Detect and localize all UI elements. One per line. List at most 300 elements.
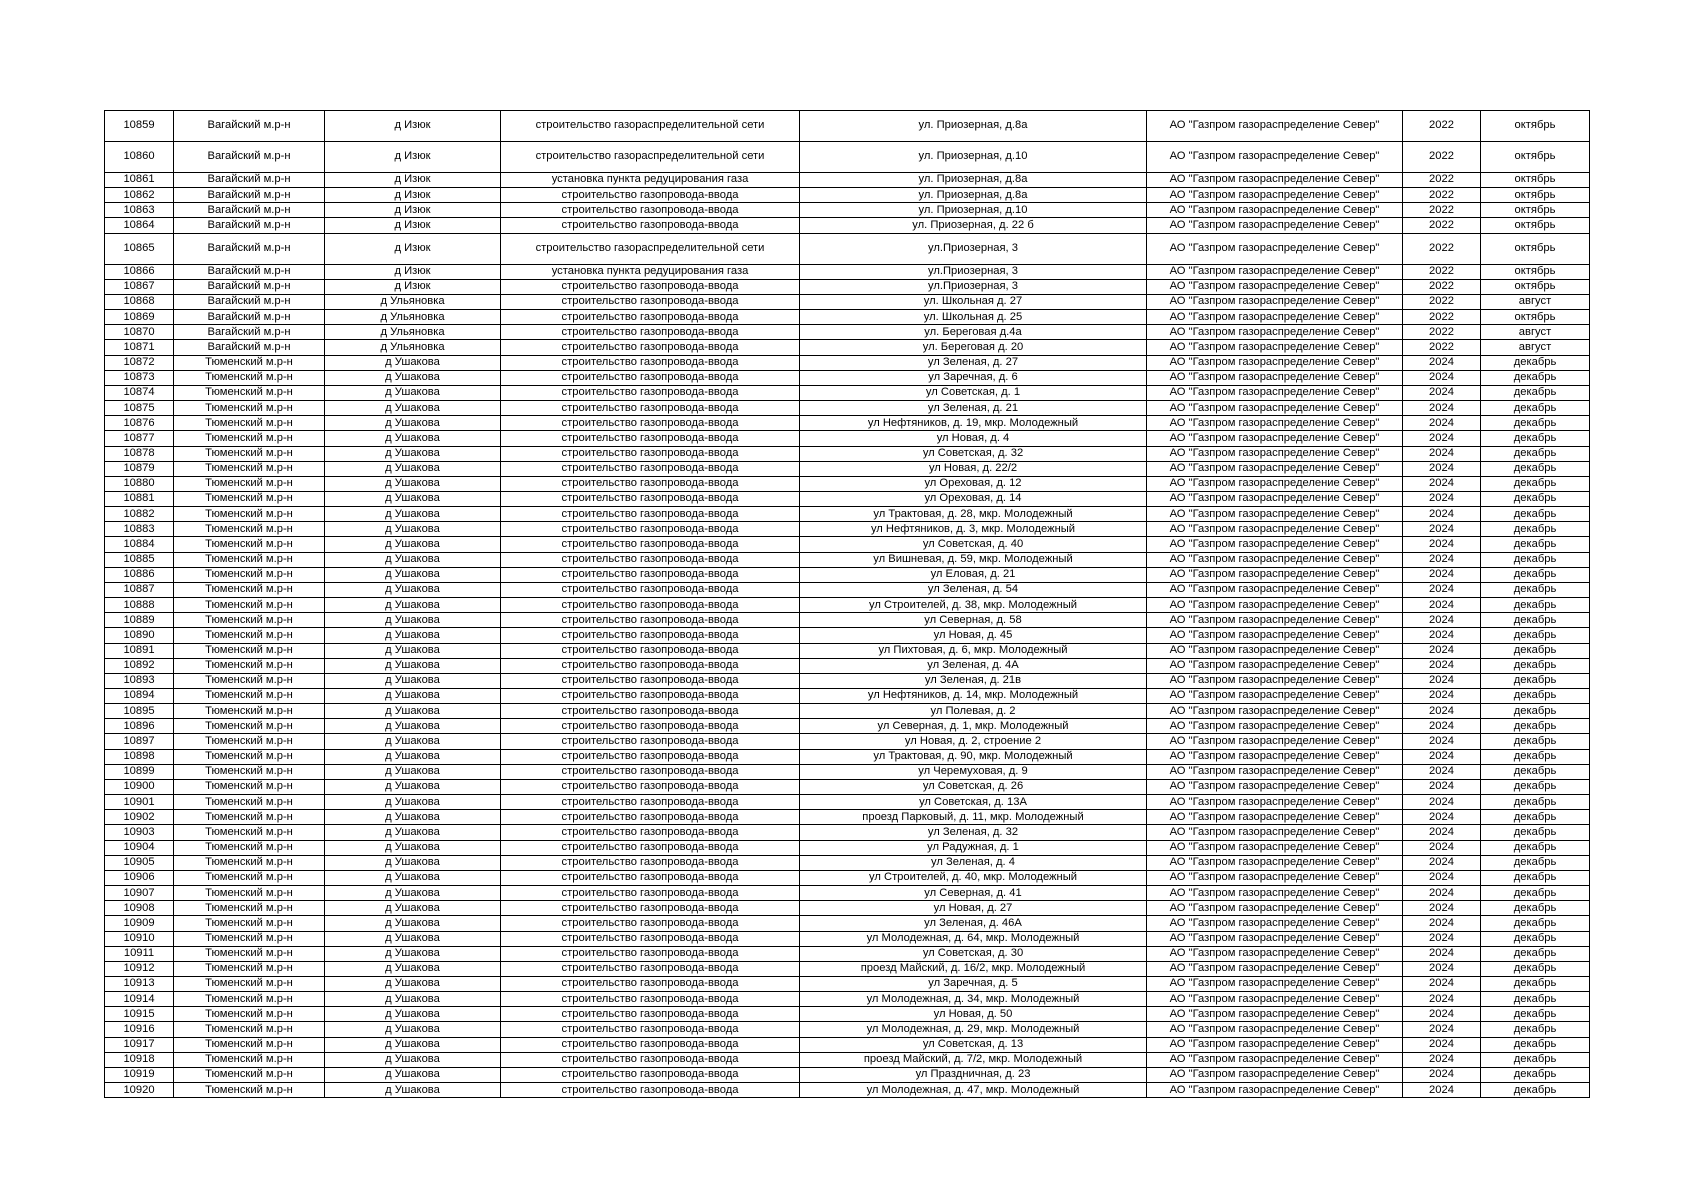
cell-organization: АО "Газпром газораспределение Север" — [1147, 188, 1403, 203]
cell-work-type: строительство газопровода-ввода — [501, 294, 800, 309]
cell-locality: д Ушакова — [325, 1037, 501, 1052]
cell-district: Тюменский м.р-н — [174, 416, 325, 431]
cell-year: 2024 — [1403, 1037, 1481, 1052]
cell-organization: АО "Газпром газораспределение Север" — [1147, 779, 1403, 794]
cell-month: октябрь — [1481, 142, 1590, 173]
cell-month: декабрь — [1481, 552, 1590, 567]
cell-month: декабрь — [1481, 704, 1590, 719]
cell-year: 2024 — [1403, 401, 1481, 416]
table-row — [105, 992, 1590, 1007]
table-row — [105, 643, 1590, 658]
cell-year: 2024 — [1403, 491, 1481, 506]
cell-address: ул Зеленая, д. 21 — [800, 401, 1147, 416]
cell-address: ул.Приозерная, 3 — [800, 264, 1147, 279]
cell-month: октябрь — [1481, 188, 1590, 203]
cell-district: Вагайский м.р-н — [174, 279, 325, 294]
cell-id: 10863 — [105, 203, 174, 218]
cell-work-type: строительство газопровода-ввода — [501, 1052, 800, 1067]
table-row — [105, 111, 1590, 142]
cell-address: ул Строителей, д. 38, мкр. Молодежный — [800, 598, 1147, 613]
cell-organization: АО "Газпром газораспределение Север" — [1147, 946, 1403, 961]
cell-work-type: строительство газопровода-ввода — [501, 946, 800, 961]
cell-year: 2024 — [1403, 779, 1481, 794]
table-row — [105, 779, 1590, 794]
cell-month: декабрь — [1481, 1007, 1590, 1022]
table-row — [105, 294, 1590, 309]
cell-address: ул.Приозерная, 3 — [800, 233, 1147, 264]
cell-id: 10875 — [105, 401, 174, 416]
cell-locality: д Ушакова — [325, 507, 501, 522]
cell-locality: д Ульяновка — [325, 340, 501, 355]
cell-id: 10896 — [105, 719, 174, 734]
cell-year: 2024 — [1403, 734, 1481, 749]
cell-organization: АО "Газпром газораспределение Север" — [1147, 689, 1403, 704]
table-row — [105, 658, 1590, 673]
cell-work-type: строительство газопровода-ввода — [501, 825, 800, 840]
cell-id: 10904 — [105, 840, 174, 855]
cell-id: 10905 — [105, 855, 174, 870]
cell-locality: д Ушакова — [325, 901, 501, 916]
cell-id: 10876 — [105, 416, 174, 431]
cell-year: 2022 — [1403, 340, 1481, 355]
cell-year: 2024 — [1403, 1067, 1481, 1082]
cell-id: 10894 — [105, 689, 174, 704]
cell-address: ул Северная, д. 1, мкр. Молодежный — [800, 719, 1147, 734]
cell-year: 2024 — [1403, 840, 1481, 855]
cell-address: ул. Береговая д.4а — [800, 325, 1147, 340]
cell-month: декабрь — [1481, 522, 1590, 537]
table-row — [105, 188, 1590, 203]
cell-district: Тюменский м.р-н — [174, 901, 325, 916]
cell-month: декабрь — [1481, 643, 1590, 658]
cell-organization: АО "Газпром газораспределение Север" — [1147, 613, 1403, 628]
table-row — [105, 749, 1590, 764]
cell-district: Тюменский м.р-н — [174, 779, 325, 794]
cell-month: декабрь — [1481, 976, 1590, 991]
cell-month: декабрь — [1481, 916, 1590, 931]
cell-address: ул. Приозерная, д. 22 б — [800, 218, 1147, 233]
cell-district: Тюменский м.р-н — [174, 658, 325, 673]
cell-year: 2024 — [1403, 613, 1481, 628]
cell-locality: д Ушакова — [325, 431, 501, 446]
cell-work-type: строительство газопровода-ввода — [501, 810, 800, 825]
cell-id: 10874 — [105, 385, 174, 400]
table-row — [105, 401, 1590, 416]
cell-work-type: строительство газопровода-ввода — [501, 203, 800, 218]
cell-locality: д Ушакова — [325, 613, 501, 628]
cell-address: ул Зеленая, д. 54 — [800, 582, 1147, 597]
cell-month: декабрь — [1481, 886, 1590, 901]
cell-organization: АО "Газпром газораспределение Север" — [1147, 1067, 1403, 1082]
cell-address: ул. Приозерная, д.8а — [800, 111, 1147, 142]
cell-month: декабрь — [1481, 567, 1590, 582]
cell-work-type: строительство газопровода-ввода — [501, 704, 800, 719]
cell-locality: д Изюк — [325, 218, 501, 233]
cell-organization: АО "Газпром газораспределение Север" — [1147, 976, 1403, 991]
cell-year: 2024 — [1403, 764, 1481, 779]
cell-locality: д Ушакова — [325, 1007, 501, 1022]
cell-locality: д Ушакова — [325, 734, 501, 749]
table-row — [105, 310, 1590, 325]
table-row — [105, 567, 1590, 582]
cell-district: Вагайский м.р-н — [174, 203, 325, 218]
cell-work-type: строительство газопровода-ввода — [501, 976, 800, 991]
cell-month: декабрь — [1481, 931, 1590, 946]
cell-organization: АО "Газпром газораспределение Север" — [1147, 855, 1403, 870]
cell-id: 10903 — [105, 825, 174, 840]
cell-id: 10881 — [105, 491, 174, 506]
cell-district: Тюменский м.р-н — [174, 992, 325, 1007]
cell-work-type: строительство газопровода-ввода — [501, 901, 800, 916]
cell-district: Тюменский м.р-н — [174, 734, 325, 749]
cell-month: октябрь — [1481, 310, 1590, 325]
cell-year: 2024 — [1403, 719, 1481, 734]
cell-locality: д Ушакова — [325, 886, 501, 901]
table-row — [105, 522, 1590, 537]
table-row — [105, 1022, 1590, 1037]
table-row — [105, 1007, 1590, 1022]
cell-year: 2024 — [1403, 446, 1481, 461]
cell-district: Тюменский м.р-н — [174, 522, 325, 537]
cell-month: декабрь — [1481, 613, 1590, 628]
cell-organization: АО "Газпром газораспределение Север" — [1147, 294, 1403, 309]
cell-year: 2024 — [1403, 886, 1481, 901]
cell-month: декабрь — [1481, 507, 1590, 522]
cell-organization: АО "Газпром газораспределение Север" — [1147, 916, 1403, 931]
cell-address: проезд Майский, д. 7/2, мкр. Молодежный — [800, 1052, 1147, 1067]
cell-district: Тюменский м.р-н — [174, 537, 325, 552]
cell-year: 2024 — [1403, 431, 1481, 446]
cell-district: Тюменский м.р-н — [174, 1067, 325, 1082]
cell-district: Тюменский м.р-н — [174, 385, 325, 400]
cell-district: Тюменский м.р-н — [174, 825, 325, 840]
cell-district: Тюменский м.р-н — [174, 810, 325, 825]
cell-organization: АО "Газпром газораспределение Север" — [1147, 673, 1403, 688]
cell-year: 2024 — [1403, 1083, 1481, 1098]
cell-id: 10900 — [105, 779, 174, 794]
cell-organization: АО "Газпром газораспределение Север" — [1147, 1007, 1403, 1022]
cell-district: Тюменский м.р-н — [174, 961, 325, 976]
cell-address: ул Зеленая, д. 4 — [800, 855, 1147, 870]
table-row — [105, 340, 1590, 355]
table-row — [105, 1052, 1590, 1067]
cell-id: 10886 — [105, 567, 174, 582]
cell-district: Тюменский м.р-н — [174, 916, 325, 931]
cell-address: ул. Приозерная, д.10 — [800, 142, 1147, 173]
cell-year: 2024 — [1403, 810, 1481, 825]
cell-address: ул Черемуховая, д. 9 — [800, 764, 1147, 779]
cell-id: 10866 — [105, 264, 174, 279]
cell-locality: д Ульяновка — [325, 325, 501, 340]
cell-district: Тюменский м.р-н — [174, 1083, 325, 1098]
gasification-schedule-table — [104, 110, 1590, 1098]
cell-district: Тюменский м.р-н — [174, 355, 325, 370]
cell-district: Тюменский м.р-н — [174, 1052, 325, 1067]
cell-year: 2024 — [1403, 476, 1481, 491]
cell-district: Вагайский м.р-н — [174, 310, 325, 325]
cell-year: 2024 — [1403, 522, 1481, 537]
cell-work-type: строительство газопровода-ввода — [501, 567, 800, 582]
cell-id: 10869 — [105, 310, 174, 325]
table-row — [105, 628, 1590, 643]
cell-district: Тюменский м.р-н — [174, 370, 325, 385]
cell-month: декабрь — [1481, 734, 1590, 749]
cell-year: 2024 — [1403, 355, 1481, 370]
cell-year: 2022 — [1403, 173, 1481, 188]
cell-work-type: строительство газопровода-ввода — [501, 870, 800, 885]
table-row — [105, 491, 1590, 506]
cell-locality: д Ушакова — [325, 491, 501, 506]
cell-address: ул Трактовая, д. 90, мкр. Молодежный — [800, 749, 1147, 764]
cell-work-type: строительство газопровода-ввода — [501, 840, 800, 855]
cell-address: ул Новая, д. 50 — [800, 1007, 1147, 1022]
table-row — [105, 582, 1590, 597]
cell-id: 10870 — [105, 325, 174, 340]
table-row — [105, 431, 1590, 446]
cell-month: октябрь — [1481, 203, 1590, 218]
cell-locality: д Ушакова — [325, 795, 501, 810]
cell-organization: АО "Газпром газораспределение Север" — [1147, 537, 1403, 552]
table-row — [105, 446, 1590, 461]
cell-id: 10897 — [105, 734, 174, 749]
cell-district: Тюменский м.р-н — [174, 476, 325, 491]
cell-month: декабрь — [1481, 764, 1590, 779]
cell-address: ул Праздничная, д. 23 — [800, 1067, 1147, 1082]
cell-locality: д Изюк — [325, 233, 501, 264]
cell-organization: АО "Газпром газораспределение Север" — [1147, 476, 1403, 491]
cell-address: ул Новая, д. 4 — [800, 431, 1147, 446]
cell-month: декабрь — [1481, 461, 1590, 476]
cell-work-type: строительство газопровода-ввода — [501, 446, 800, 461]
table-row — [105, 840, 1590, 855]
cell-address: ул Новая, д. 22/2 — [800, 461, 1147, 476]
cell-district: Тюменский м.р-н — [174, 946, 325, 961]
cell-address: ул Советская, д. 26 — [800, 779, 1147, 794]
cell-district: Тюменский м.р-н — [174, 491, 325, 506]
cell-locality: д Ушакова — [325, 916, 501, 931]
cell-id: 10909 — [105, 916, 174, 931]
cell-id: 10910 — [105, 931, 174, 946]
cell-organization: АО "Газпром газораспределение Север" — [1147, 734, 1403, 749]
cell-id: 10913 — [105, 976, 174, 991]
cell-year: 2022 — [1403, 218, 1481, 233]
cell-district: Вагайский м.р-н — [174, 142, 325, 173]
cell-address: ул Советская, д. 13 — [800, 1037, 1147, 1052]
cell-year: 2024 — [1403, 870, 1481, 885]
cell-locality: д Ушакова — [325, 370, 501, 385]
cell-id: 10883 — [105, 522, 174, 537]
cell-id: 10906 — [105, 870, 174, 885]
cell-work-type: строительство газопровода-ввода — [501, 188, 800, 203]
cell-address: ул Строителей, д. 40, мкр. Молодежный — [800, 870, 1147, 885]
cell-month: декабрь — [1481, 870, 1590, 885]
cell-district: Тюменский м.р-н — [174, 976, 325, 991]
table-row — [105, 507, 1590, 522]
cell-district: Тюменский м.р-н — [174, 840, 325, 855]
cell-year: 2024 — [1403, 552, 1481, 567]
cell-month: декабрь — [1481, 840, 1590, 855]
table-row — [105, 203, 1590, 218]
cell-month: декабрь — [1481, 658, 1590, 673]
cell-locality: д Изюк — [325, 188, 501, 203]
cell-organization: АО "Газпром газораспределение Север" — [1147, 643, 1403, 658]
table-row — [105, 552, 1590, 567]
cell-locality: д Ушакова — [325, 401, 501, 416]
cell-address: ул Новая, д. 45 — [800, 628, 1147, 643]
cell-id: 10880 — [105, 476, 174, 491]
cell-id: 10890 — [105, 628, 174, 643]
cell-address: ул Северная, д. 58 — [800, 613, 1147, 628]
cell-month: декабрь — [1481, 1083, 1590, 1098]
cell-work-type: строительство газопровода-ввода — [501, 931, 800, 946]
cell-id: 10920 — [105, 1083, 174, 1098]
cell-address: ул. Школьная д. 25 — [800, 310, 1147, 325]
cell-locality: д Ушакова — [325, 1067, 501, 1082]
cell-work-type: строительство газопровода-ввода — [501, 961, 800, 976]
cell-locality: д Ушакова — [325, 749, 501, 764]
cell-district: Вагайский м.р-н — [174, 340, 325, 355]
cell-locality: д Ушакова — [325, 643, 501, 658]
cell-year: 2024 — [1403, 385, 1481, 400]
cell-district: Тюменский м.р-н — [174, 613, 325, 628]
table-row — [105, 946, 1590, 961]
cell-month: декабрь — [1481, 582, 1590, 597]
cell-id: 10877 — [105, 431, 174, 446]
cell-locality: д Ушакова — [325, 825, 501, 840]
cell-id: 10887 — [105, 582, 174, 597]
cell-locality: д Ульяновка — [325, 294, 501, 309]
cell-locality: д Ушакова — [325, 992, 501, 1007]
cell-year: 2024 — [1403, 673, 1481, 688]
cell-month: декабрь — [1481, 779, 1590, 794]
cell-year: 2022 — [1403, 279, 1481, 294]
cell-district: Тюменский м.р-н — [174, 628, 325, 643]
cell-id: 10865 — [105, 233, 174, 264]
cell-work-type: строительство газопровода-ввода — [501, 340, 800, 355]
cell-organization: АО "Газпром газораспределение Север" — [1147, 1022, 1403, 1037]
cell-organization: АО "Газпром газораспределение Север" — [1147, 355, 1403, 370]
cell-year: 2024 — [1403, 1052, 1481, 1067]
cell-year: 2022 — [1403, 111, 1481, 142]
cell-id: 10864 — [105, 218, 174, 233]
cell-organization: АО "Газпром газораспределение Север" — [1147, 658, 1403, 673]
cell-locality: д Изюк — [325, 111, 501, 142]
cell-address: ул Заречная, д. 5 — [800, 976, 1147, 991]
table-row — [105, 886, 1590, 901]
cell-district: Тюменский м.р-н — [174, 1007, 325, 1022]
cell-address: ул Нефтяников, д. 19, мкр. Молодежный — [800, 416, 1147, 431]
cell-id: 10919 — [105, 1067, 174, 1082]
cell-id: 10861 — [105, 173, 174, 188]
table-row — [105, 613, 1590, 628]
cell-locality: д Изюк — [325, 264, 501, 279]
table-row — [105, 825, 1590, 840]
cell-locality: д Ушакова — [325, 976, 501, 991]
cell-year: 2024 — [1403, 795, 1481, 810]
cell-address: ул Полевая, д. 2 — [800, 704, 1147, 719]
cell-locality: д Ульяновка — [325, 310, 501, 325]
cell-id: 10912 — [105, 961, 174, 976]
cell-id: 10879 — [105, 461, 174, 476]
cell-id: 10860 — [105, 142, 174, 173]
cell-locality: д Ушакова — [325, 522, 501, 537]
cell-address: ул Советская, д. 32 — [800, 446, 1147, 461]
cell-organization: АО "Газпром газораспределение Север" — [1147, 749, 1403, 764]
cell-district: Тюменский м.р-н — [174, 749, 325, 764]
cell-month: декабрь — [1481, 1037, 1590, 1052]
cell-id: 10885 — [105, 552, 174, 567]
cell-work-type: строительство газопровода-ввода — [501, 734, 800, 749]
cell-id: 10895 — [105, 704, 174, 719]
cell-locality: д Ушакова — [325, 537, 501, 552]
cell-year: 2024 — [1403, 537, 1481, 552]
cell-organization: АО "Газпром газораспределение Север" — [1147, 901, 1403, 916]
cell-address: проезд Майский, д. 16/2, мкр. Молодежный — [800, 961, 1147, 976]
cell-month: октябрь — [1481, 111, 1590, 142]
cell-district: Вагайский м.р-н — [174, 325, 325, 340]
cell-organization: АО "Газпром газораспределение Север" — [1147, 142, 1403, 173]
cell-organization: АО "Газпром газораспределение Север" — [1147, 218, 1403, 233]
cell-address: ул Радужная, д. 1 — [800, 840, 1147, 855]
table-row — [105, 325, 1590, 340]
cell-month: декабрь — [1481, 476, 1590, 491]
cell-organization: АО "Газпром газораспределение Север" — [1147, 401, 1403, 416]
cell-address: ул Северная, д. 41 — [800, 886, 1147, 901]
cell-organization: АО "Газпром газораспределение Север" — [1147, 825, 1403, 840]
table-row — [105, 734, 1590, 749]
table-row — [105, 173, 1590, 188]
cell-district: Тюменский м.р-н — [174, 886, 325, 901]
cell-month: октябрь — [1481, 173, 1590, 188]
cell-month: декабрь — [1481, 416, 1590, 431]
cell-month: октябрь — [1481, 264, 1590, 279]
cell-organization: АО "Газпром газораспределение Север" — [1147, 416, 1403, 431]
table-row — [105, 1037, 1590, 1052]
cell-address: ул Нефтяников, д. 14, мкр. Молодежный — [800, 689, 1147, 704]
cell-locality: д Ушакова — [325, 416, 501, 431]
cell-address: ул Новая, д. 27 — [800, 901, 1147, 916]
cell-organization: АО "Газпром газораспределение Север" — [1147, 582, 1403, 597]
cell-district: Тюменский м.р-н — [174, 704, 325, 719]
cell-locality: д Ушакова — [325, 598, 501, 613]
cell-work-type: строительство газопровода-ввода — [501, 218, 800, 233]
cell-address: ул Новая, д. 2, строение 2 — [800, 734, 1147, 749]
cell-address: ул Советская, д. 40 — [800, 537, 1147, 552]
cell-organization: АО "Газпром газораспределение Север" — [1147, 1052, 1403, 1067]
cell-id: 10899 — [105, 764, 174, 779]
cell-organization: АО "Газпром газораспределение Север" — [1147, 446, 1403, 461]
cell-district: Вагайский м.р-н — [174, 173, 325, 188]
cell-month: октябрь — [1481, 218, 1590, 233]
cell-address: ул Зеленая, д. 4А — [800, 658, 1147, 673]
cell-work-type: строительство газопровода-ввода — [501, 1022, 800, 1037]
cell-id: 10867 — [105, 279, 174, 294]
cell-locality: д Ушакова — [325, 855, 501, 870]
cell-work-type: строительство газопровода-ввода — [501, 779, 800, 794]
cell-address: ул Советская, д. 1 — [800, 385, 1147, 400]
cell-organization: АО "Газпром газораспределение Север" — [1147, 795, 1403, 810]
cell-month: декабрь — [1481, 855, 1590, 870]
cell-district: Тюменский м.р-н — [174, 795, 325, 810]
cell-organization: АО "Газпром газораспределение Север" — [1147, 340, 1403, 355]
cell-district: Тюменский м.р-н — [174, 1022, 325, 1037]
table-row — [105, 810, 1590, 825]
cell-work-type: строительство газопровода-ввода — [501, 491, 800, 506]
cell-month: август — [1481, 294, 1590, 309]
cell-month: август — [1481, 340, 1590, 355]
cell-district: Тюменский м.р-н — [174, 855, 325, 870]
cell-year: 2022 — [1403, 325, 1481, 340]
